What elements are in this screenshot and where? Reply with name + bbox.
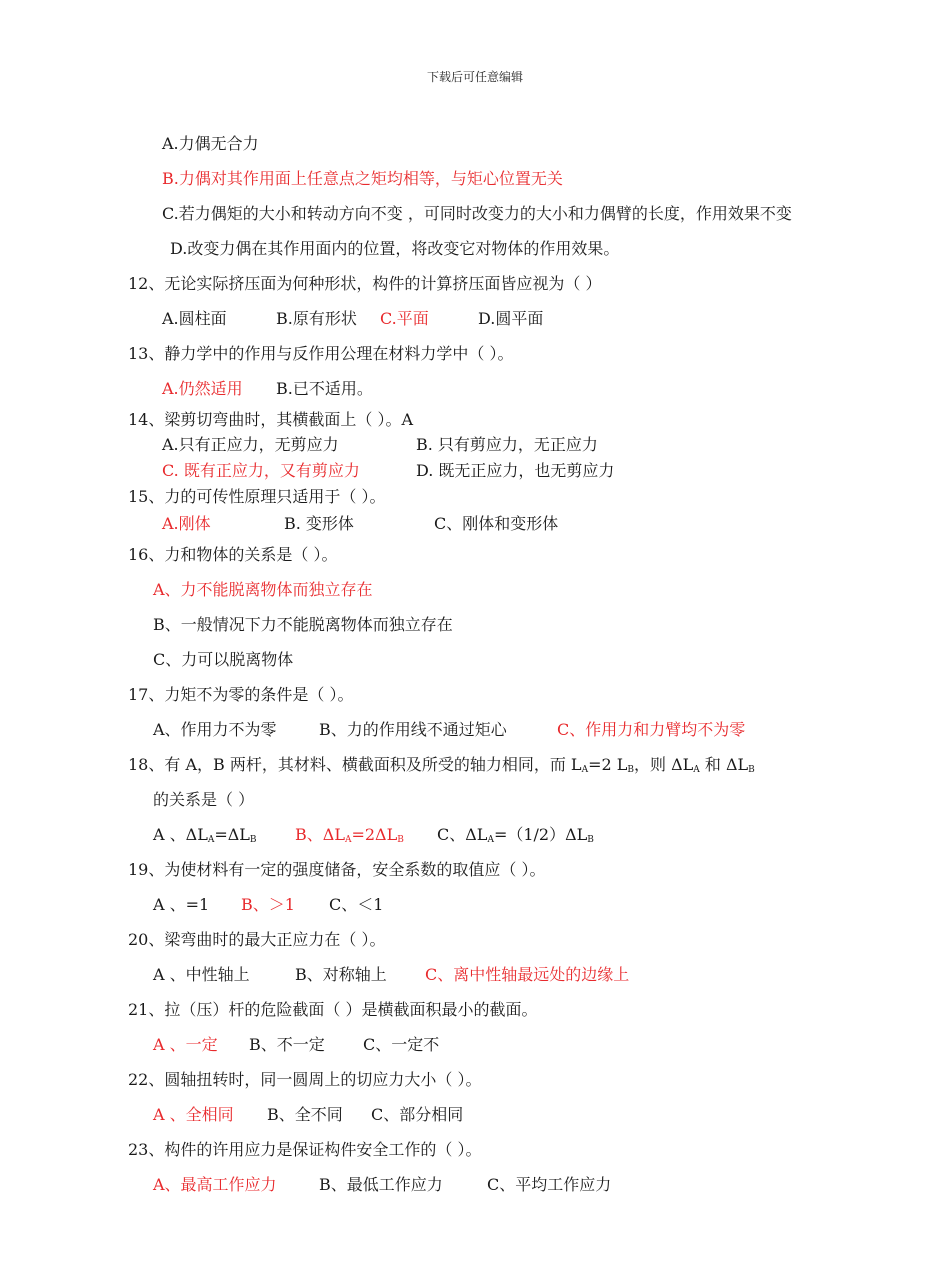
q12-option-a: A.圆柱面: [162, 309, 227, 328]
q15-stem: 15、力的可传性原理只适用于（ ）。: [128, 487, 386, 506]
q17-stem: 17、力矩不为零的条件是（ ）。: [128, 685, 354, 704]
q19-option-a: A 、=1: [153, 895, 210, 914]
q21-stem: 21、拉（压）杆的危险截面（ ）是横截面积最小的截面。: [128, 1000, 538, 1019]
q18-subscript-a-2: A: [693, 765, 700, 775]
q20-options: [153, 965, 673, 985]
q12-options: [162, 309, 562, 329]
q21-option-c: C、一定不: [363, 1035, 440, 1054]
q22-option-b: B、全不同: [267, 1105, 343, 1124]
q13-option-a-answer: A.仍然适用: [162, 379, 243, 398]
q17-option-b: B、力的作用线不通过矩心: [319, 720, 507, 739]
q16-option-b: B、一般情况下力不能脱离物体而独立存在: [153, 615, 453, 634]
q23-option-b: B、最低工作应力: [319, 1175, 443, 1194]
q12-stem: 12、无论实际挤压面为何种形状，构件的计算挤压面皆应视为（ ）: [128, 274, 602, 293]
q12-option-c-answer: C.平面: [380, 309, 429, 328]
q18-subscript-a: A: [581, 765, 589, 775]
q22-options: [153, 1105, 503, 1125]
q15-options: [162, 514, 612, 534]
q18-stem-mid: =2 L: [588, 755, 628, 774]
q18-options: [153, 825, 653, 845]
q18-stem-then: ，则 ΔL: [633, 755, 694, 774]
page-header: 下载后可任意编辑: [426, 70, 523, 84]
q11-option-c: C.若力偶矩的大小和转动方向不变 ，可同时改变力的大小和力偶臂的长度，作用效果不变: [162, 204, 792, 223]
q21-options: [153, 1035, 473, 1055]
q20-option-b: B、对称轴上: [295, 965, 387, 984]
q16-option-a-answer: A、力不能脱离物体而独立存在: [153, 580, 373, 599]
q19-options: [153, 895, 453, 915]
q20-option-c-answer: C、离中性轴最远处的边缘上: [425, 965, 630, 984]
q11-option-a: A.力偶无合力: [162, 134, 259, 153]
q20-option-a: A 、中性轴上: [153, 965, 250, 984]
q13-stem: 13、静力学中的作用与反作用公理在材料力学中（ ）。: [128, 344, 514, 363]
q18-subscript-b: B: [627, 765, 634, 775]
q16-stem: 16、力和物体的关系是（ ）。: [128, 545, 338, 564]
q23-option-a-answer: A、最高工作应力: [153, 1175, 277, 1194]
q11-option-b-answer: B.力偶对其作用面上任意点之矩均相等，与矩心位置无关: [162, 169, 563, 188]
q15-option-a-answer: A.刚体: [162, 514, 211, 533]
q17-option-c-answer: C、作用力和力臂均不为零: [557, 720, 746, 739]
q15-option-b: B. 变形体: [284, 514, 354, 533]
q12-option-d: D.圆平面: [478, 309, 544, 328]
q22-stem: 22、圆轴扭转时，同一圆周上的切应力大小（ ）。: [128, 1070, 482, 1089]
q23-stem: 23、构件的许用应力是保证构件安全工作的（ ）。: [128, 1140, 482, 1159]
q18-stem-text: 18、有 A，B 两杆，其材料、横截面积及所受的轴力相同，而 L: [128, 755, 582, 774]
q17-option-a: A、作用力不为零: [153, 720, 277, 739]
q13-options: [162, 379, 462, 399]
q23-option-c: C、平均工作应力: [487, 1175, 612, 1194]
q14-stem: 14、梁剪切弯曲时，其横截面上（ ）。A: [128, 410, 414, 429]
q15-option-c: C、刚体和变形体: [434, 514, 559, 533]
q18-option-a: A 、$\Delta L_A=\Delta L_B$: [153, 825, 257, 845]
q14-options-row1: [162, 435, 662, 455]
q18-subscript-b-2: B: [748, 765, 755, 775]
q18-stem-line1: [128, 755, 755, 775]
q14-options-row2: [162, 461, 662, 481]
q19-option-b-answer: B、＞1: [241, 895, 295, 914]
q22-option-c: C、部分相同: [371, 1105, 464, 1124]
q14-option-d: D. 既无正应力，也无剪应力: [416, 461, 615, 480]
q11-option-d: D.改变力偶在其作用面内的位置，将改变它对物体的作用效果。: [170, 239, 620, 258]
q20-stem: 20、梁弯曲时的最大正应力在（ ）。: [128, 930, 386, 949]
q18-stem-line2: 的关系是（ ）: [153, 790, 255, 809]
q18-option-b-answer: B、$\Delta L_A=2\Delta L_B$: [295, 825, 404, 845]
q14-option-a: A.只有正应力，无剪应力: [162, 435, 339, 454]
q18-option-c: C、$\Delta L_A=(1/2)\Delta L_B$: [437, 825, 594, 845]
q16-option-c: C、力可以脱离物体: [153, 650, 294, 669]
q23-options: [153, 1175, 633, 1195]
q18-stem-and: 和 ΔL: [699, 755, 749, 774]
q12-option-b: B.原有形状: [276, 309, 357, 328]
q22-option-a-answer: A 、全相同: [153, 1105, 234, 1124]
q19-option-c: C、＜1: [329, 895, 384, 914]
q21-option-a-answer: A 、一定: [153, 1035, 218, 1054]
q21-option-b: B、不一定: [249, 1035, 325, 1054]
q19-stem: 19、为使材料有一定的强度储备，安全系数的取值应（ ）。: [128, 860, 546, 879]
q14-option-b: B. 只有剪应力，无正应力: [416, 435, 598, 454]
q13-option-b: B.已不适用。: [276, 379, 373, 398]
q17-options: [153, 720, 773, 740]
q14-option-c-answer: C. 既有正应力，又有剪应力: [162, 461, 360, 480]
